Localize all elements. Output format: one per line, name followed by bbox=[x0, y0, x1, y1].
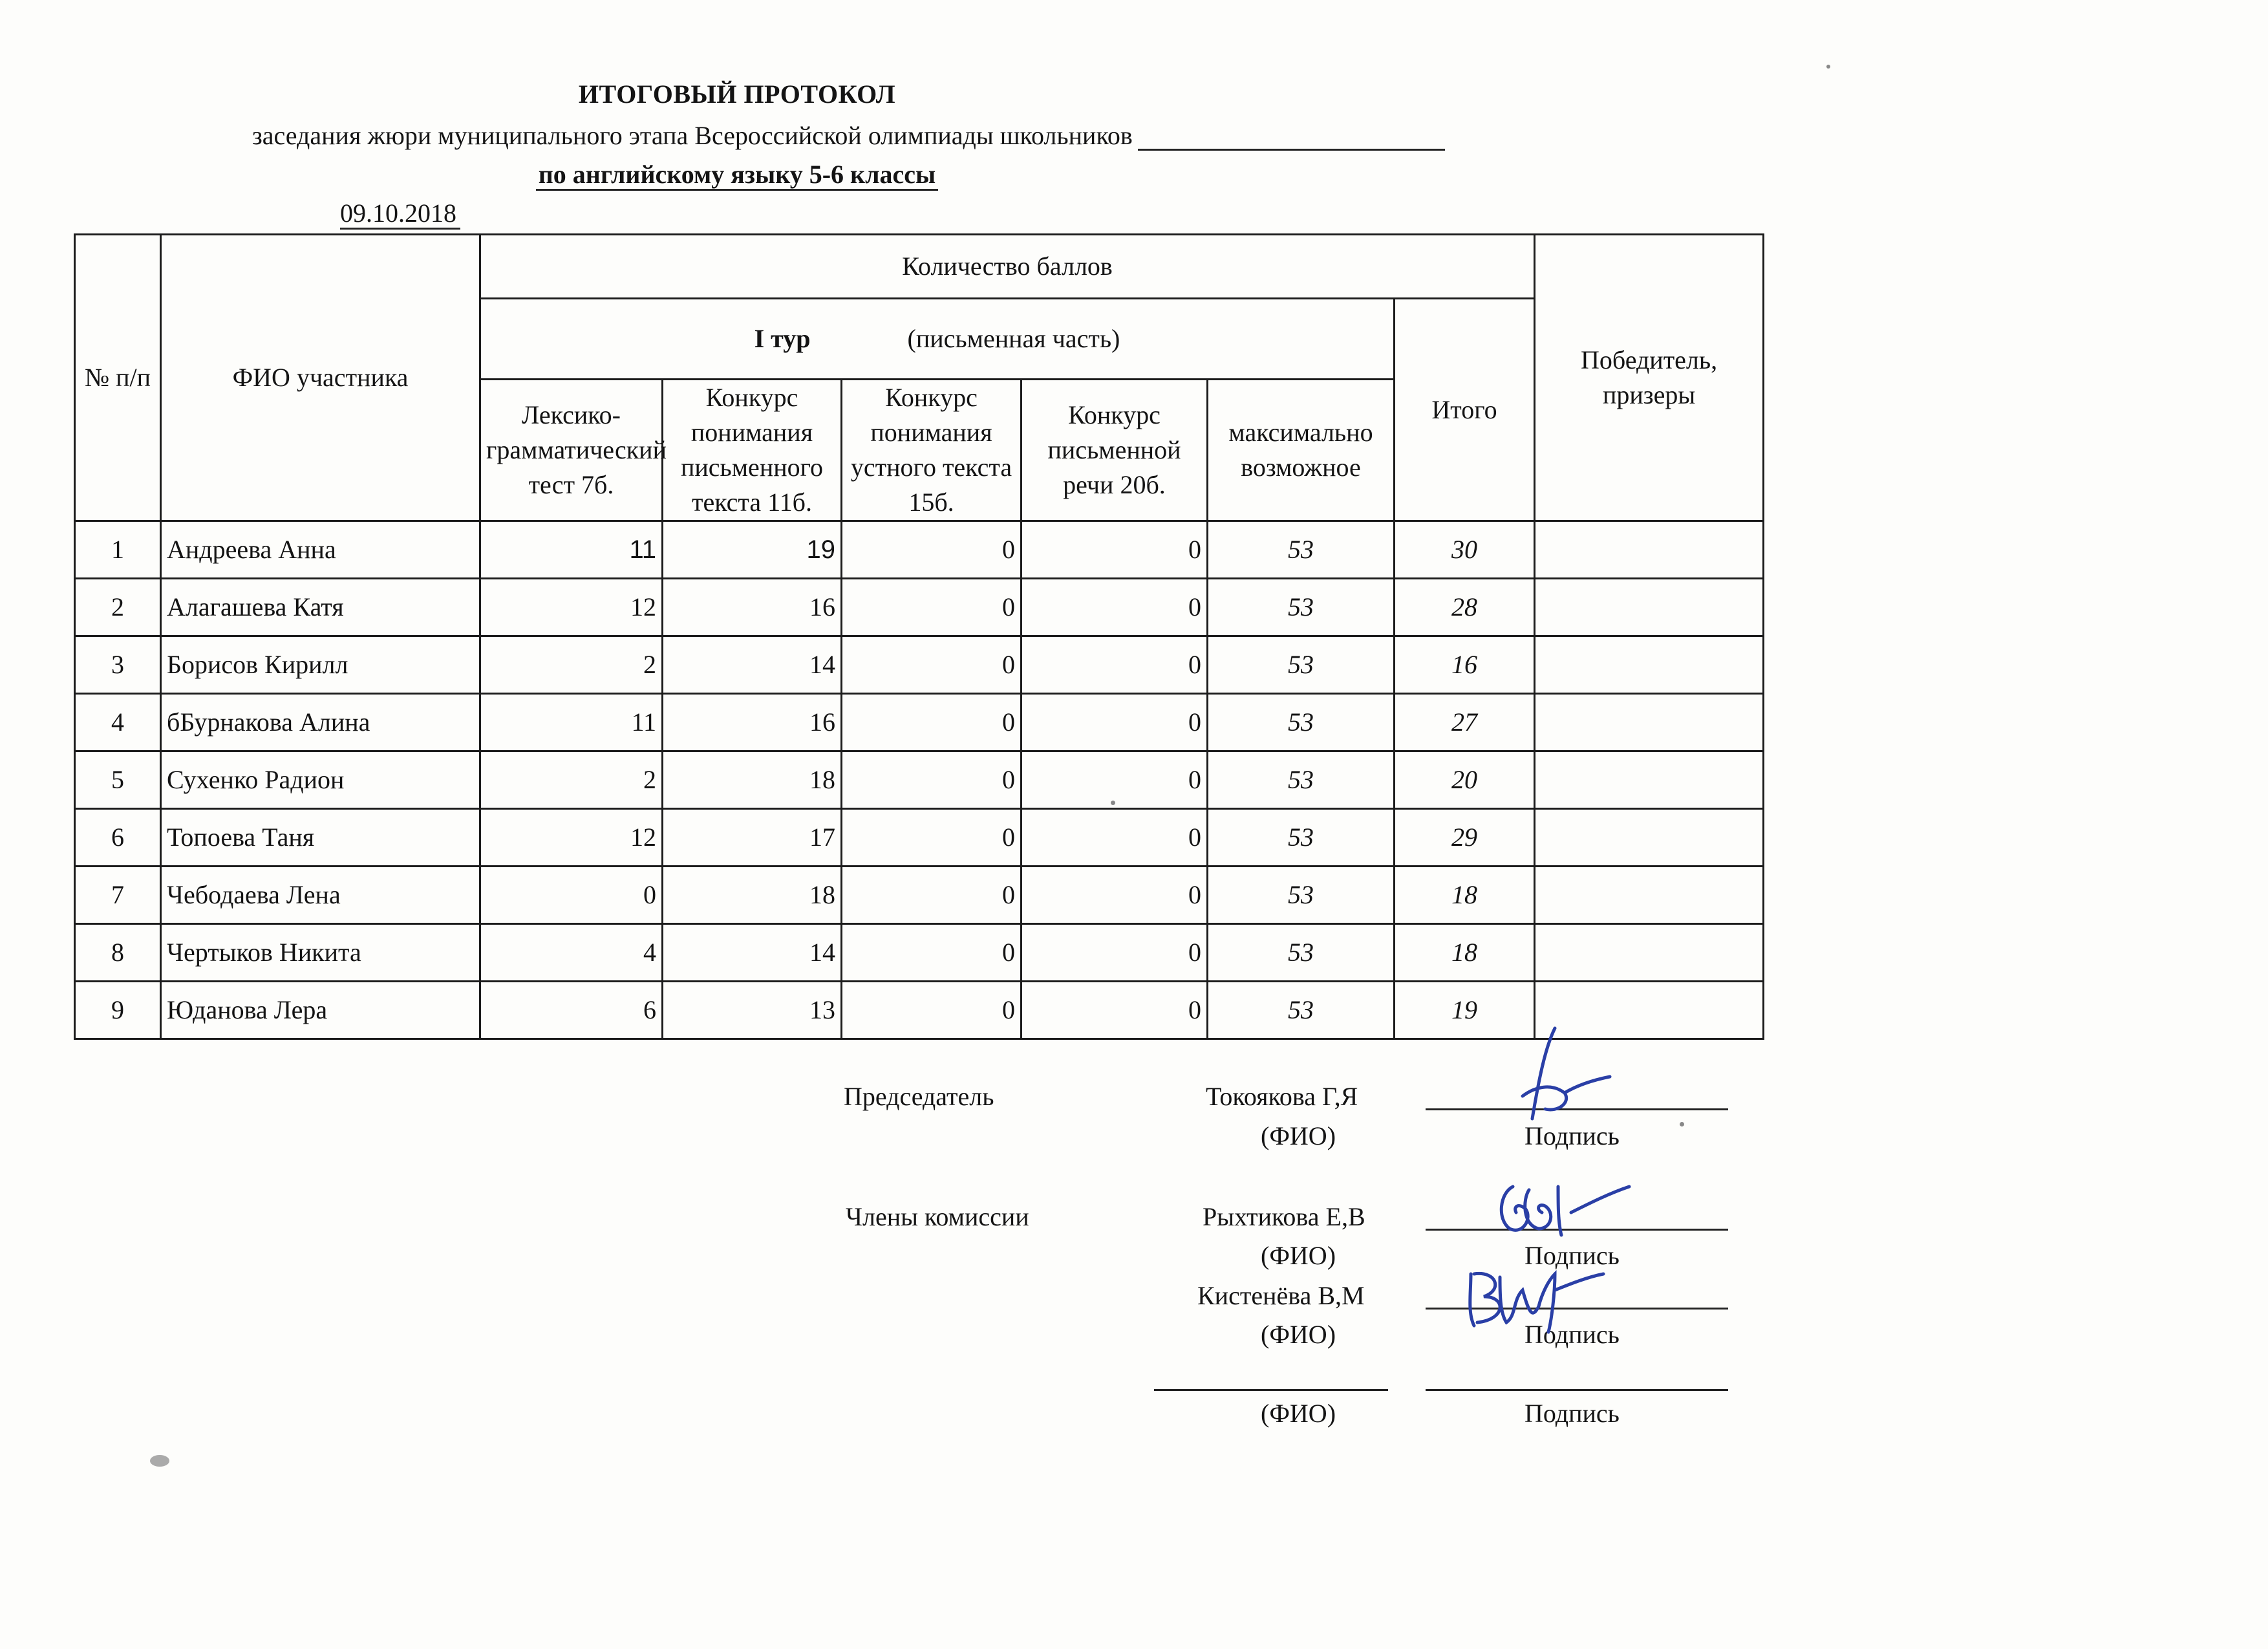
table-row bbox=[75, 694, 1764, 751]
cell-score-2: 14 bbox=[663, 924, 842, 982]
cell-score-1: 4 bbox=[480, 924, 663, 982]
member3-fio-label: (ФИО) bbox=[1261, 1399, 1336, 1428]
cell-total: 30 bbox=[1395, 521, 1535, 579]
cell-name: Топоева Таня bbox=[161, 809, 480, 867]
chair-fio-label: (ФИО) bbox=[1261, 1121, 1336, 1150]
cell-name: Борисов Кирилл bbox=[161, 636, 480, 694]
cell-score-3: 0 bbox=[842, 579, 1022, 636]
cell-score-2: 18 bbox=[663, 867, 842, 924]
cell-total: 18 bbox=[1395, 867, 1535, 924]
cell-total: 28 bbox=[1395, 579, 1535, 636]
header-subcol-5: максимально возможное bbox=[1208, 380, 1395, 521]
member2-signature bbox=[1458, 1255, 1607, 1339]
scan-speck bbox=[1826, 65, 1830, 69]
cell-max: 53 bbox=[1208, 636, 1395, 694]
cell-winner bbox=[1535, 636, 1764, 694]
cell-name: Чертыков Никита bbox=[161, 924, 480, 982]
tour-label: I тур bbox=[754, 324, 811, 353]
cell-winner bbox=[1535, 867, 1764, 924]
member1-signature bbox=[1493, 1174, 1636, 1251]
cell-max: 53 bbox=[1208, 579, 1395, 636]
header-scores: Количество баллов bbox=[480, 235, 1535, 299]
cell-max: 53 bbox=[1208, 694, 1395, 751]
header-subcol-3: Конкурс понимания устного текста 15б. bbox=[842, 380, 1022, 521]
cell-number: 9 bbox=[75, 982, 161, 1039]
cell-score-2: 16 bbox=[663, 579, 842, 636]
table-row bbox=[75, 809, 1764, 867]
cell-score-4: 0 bbox=[1022, 809, 1208, 867]
cell-score-1: 12 bbox=[480, 809, 663, 867]
table-row bbox=[75, 636, 1764, 694]
cell-score-2: 13 bbox=[663, 982, 842, 1039]
cell-winner bbox=[1535, 694, 1764, 751]
subtitle-blank-line bbox=[1138, 125, 1445, 151]
date-text: 09.10.2018 bbox=[340, 199, 460, 230]
table-row bbox=[75, 924, 1764, 982]
table-row bbox=[75, 751, 1764, 809]
cell-max: 53 bbox=[1208, 751, 1395, 809]
cell-score-1: 6 bbox=[480, 982, 663, 1039]
header-subcol-2: Конкурс понимания письменного текста 11б. bbox=[663, 380, 842, 521]
header-tour bbox=[480, 299, 1395, 380]
cell-max: 53 bbox=[1208, 867, 1395, 924]
cell-score-1: 2 bbox=[480, 751, 663, 809]
member1-sign-label: Подпись bbox=[1524, 1241, 1620, 1270]
header-subcol-4: Конкурс письменной речи 20б. bbox=[1022, 380, 1208, 521]
cell-score-4: 0 bbox=[1022, 924, 1208, 982]
chair-label: Председатель bbox=[844, 1082, 994, 1111]
cell-score-3: 0 bbox=[842, 521, 1022, 579]
cell-winner bbox=[1535, 924, 1764, 982]
cell-score-4: 0 bbox=[1022, 521, 1208, 579]
cell-score-2: 14 bbox=[663, 636, 842, 694]
cell-score-1: 11 bbox=[480, 521, 663, 579]
cell-score-2: 16 bbox=[663, 694, 842, 751]
cell-score-4: 0 bbox=[1022, 867, 1208, 924]
chair-sign-label: Подпись bbox=[1524, 1121, 1620, 1150]
cell-score-4: 0 bbox=[1022, 694, 1208, 751]
member3-sign-line bbox=[1426, 1389, 1728, 1391]
cell-score-1: 0 bbox=[480, 867, 663, 924]
header-name: ФИО участника bbox=[161, 235, 480, 521]
scan-speck bbox=[1680, 1122, 1684, 1126]
cell-name: Сухенко Радион bbox=[161, 751, 480, 809]
member3-fio-line bbox=[1154, 1389, 1388, 1391]
table-row bbox=[75, 579, 1764, 636]
results-table bbox=[74, 233, 1764, 1040]
cell-total: 20 bbox=[1395, 751, 1535, 809]
cell-number: 6 bbox=[75, 809, 161, 867]
cell-winner bbox=[1535, 579, 1764, 636]
cell-score-2: 19 bbox=[663, 521, 842, 579]
table-body bbox=[75, 521, 1764, 1039]
header-number: № п/п bbox=[75, 235, 161, 521]
cell-name: Алагашева Катя bbox=[161, 579, 480, 636]
member2-sign-label: Подпись bbox=[1524, 1320, 1620, 1349]
cell-score-3: 0 bbox=[842, 924, 1022, 982]
scan-speck bbox=[1111, 801, 1115, 805]
cell-total: 29 bbox=[1395, 809, 1535, 867]
cell-score-4: 0 bbox=[1022, 636, 1208, 694]
cell-number: 2 bbox=[75, 579, 161, 636]
cell-number: 1 bbox=[75, 521, 161, 579]
member3-sign-label: Подпись bbox=[1524, 1399, 1620, 1428]
document-subject bbox=[0, 159, 1474, 189]
cell-score-3: 0 bbox=[842, 636, 1022, 694]
document-title: ИТОГОВЫЙ ПРОТОКОЛ bbox=[578, 80, 896, 109]
scan-speck bbox=[150, 1455, 169, 1467]
cell-number: 7 bbox=[75, 867, 161, 924]
cell-name: бБурнакова Алина bbox=[161, 694, 480, 751]
cell-winner bbox=[1535, 809, 1764, 867]
cell-total: 16 bbox=[1395, 636, 1535, 694]
tour-part: (письменная часть) bbox=[907, 324, 1120, 353]
table-row bbox=[75, 521, 1764, 579]
cell-max: 53 bbox=[1208, 809, 1395, 867]
header-winner: Победитель, призеры bbox=[1535, 235, 1764, 521]
cell-score-4: 0 bbox=[1022, 751, 1208, 809]
cell-score-1: 12 bbox=[480, 579, 663, 636]
table-row bbox=[75, 867, 1764, 924]
header-subcol-1: Лексико-грамматический тест 7б. bbox=[480, 380, 663, 521]
cell-score-3: 0 bbox=[842, 982, 1022, 1039]
cell-name: Андреева Анна bbox=[161, 521, 480, 579]
cell-score-3: 0 bbox=[842, 751, 1022, 809]
header-total: Итого bbox=[1395, 299, 1535, 521]
document-date bbox=[340, 198, 460, 228]
document-subtitle bbox=[252, 120, 1445, 151]
cell-max: 53 bbox=[1208, 521, 1395, 579]
member1-fio-label: (ФИО) bbox=[1261, 1241, 1336, 1270]
cell-name: Юданова Лера bbox=[161, 982, 480, 1039]
cell-total: 27 bbox=[1395, 694, 1535, 751]
cell-max: 53 bbox=[1208, 982, 1395, 1039]
cell-score-2: 18 bbox=[663, 751, 842, 809]
member1-name: Рыхтикова Е,В bbox=[1203, 1202, 1365, 1231]
cell-max: 53 bbox=[1208, 924, 1395, 982]
cell-score-2: 17 bbox=[663, 809, 842, 867]
member2-name: Кистенёва В,М bbox=[1197, 1281, 1365, 1310]
cell-score-1: 11 bbox=[480, 694, 663, 751]
cell-score-3: 0 bbox=[842, 809, 1022, 867]
cell-number: 4 bbox=[75, 694, 161, 751]
cell-total: 18 bbox=[1395, 924, 1535, 982]
subtitle-text: заседания жюри муниципального этапа Всероссийской олимпиады школьников bbox=[252, 121, 1133, 150]
cell-number: 3 bbox=[75, 636, 161, 694]
cell-score-4: 0 bbox=[1022, 982, 1208, 1039]
cell-total: 19 bbox=[1395, 982, 1535, 1039]
member2-fio-label: (ФИО) bbox=[1261, 1320, 1336, 1349]
cell-name: Чебодаева Лена bbox=[161, 867, 480, 924]
cell-number: 8 bbox=[75, 924, 161, 982]
cell-winner bbox=[1535, 751, 1764, 809]
cell-score-1: 2 bbox=[480, 636, 663, 694]
subject-text: по английскому языку 5-6 классы bbox=[536, 160, 939, 191]
cell-score-3: 0 bbox=[842, 694, 1022, 751]
chair-signature bbox=[1500, 1022, 1616, 1138]
cell-score-4: 0 bbox=[1022, 579, 1208, 636]
chair-name: Токоякова Г,Я bbox=[1206, 1082, 1358, 1111]
cell-winner bbox=[1535, 521, 1764, 579]
members-label: Члены комиссии bbox=[846, 1202, 1029, 1231]
cell-number: 5 bbox=[75, 751, 161, 809]
cell-score-3: 0 bbox=[842, 867, 1022, 924]
